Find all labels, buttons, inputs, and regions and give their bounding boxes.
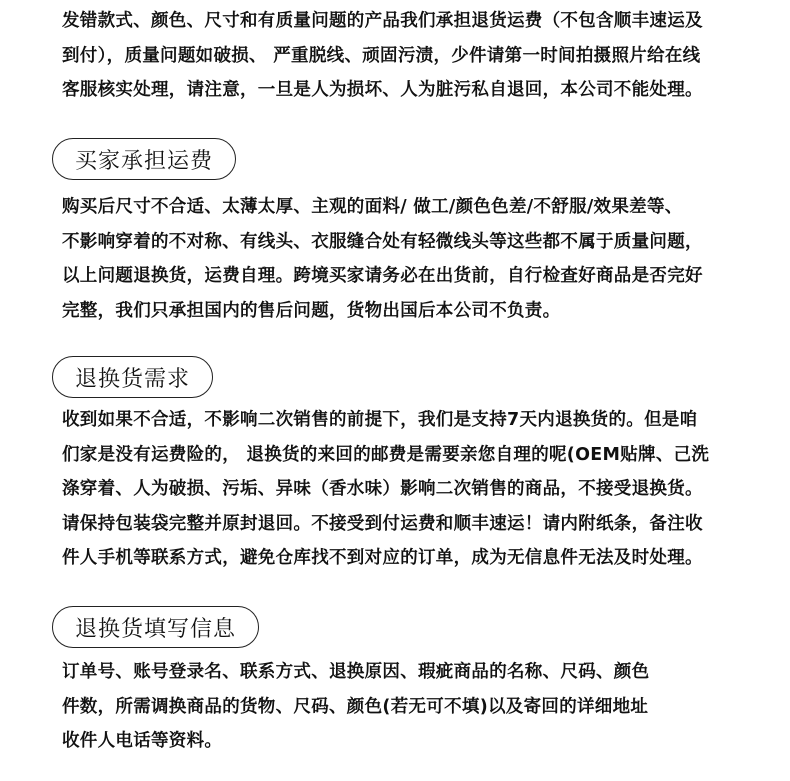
paragraph-line: 收到如果不合适，不影响二次销售的前提下，我们是支持7天内退换货的。但是咱 — [62, 410, 698, 430]
paragraph-line: 们家是没有运费险的， 退换货的来回的邮费是需要亲您自理的呢(OEM贴牌、己洗 — [62, 444, 710, 465]
paragraph-line: 订单号、账号登录名、联系方式、退换原因、瑕疵商品的名称、尺码、颜色 — [62, 662, 650, 682]
paragraph-line: 到付），质量问题如破损、 严重脱线、顽固污渍，少件请第一时间拍摄照片给在线 — [62, 45, 701, 66]
paragraph-line: 件数，所需调换商品的货物、尺码、颜色(若无可不填)以及寄回的详细地址 — [62, 696, 649, 717]
return-info-paragraph — [62, 655, 752, 759]
paragraph-line: 收件人电话等资料。 — [62, 731, 223, 751]
paragraph-line: 完整，我们只承担国内的售后问题，货物出国后本公司不负责。 — [62, 300, 561, 321]
intro-paragraph — [62, 4, 752, 108]
paragraph-line: 客服核实处理，请注意，一旦是人为损坏、人为脏污私自退回，本公司不能处理。 — [62, 80, 703, 100]
section-heading-return-info: 退换货填写信息 — [52, 606, 259, 648]
paragraph-line: 不影响穿着的不对称、有线头、衣服缝合处有轻微线头等这些都不属于质量问题， — [62, 231, 703, 252]
buyer-shipping-paragraph — [62, 190, 752, 328]
paragraph-line: 请保持包装袋完整并原封退回。不接受到付运费和顺丰速运！请内附纸条，备注收 — [62, 513, 703, 534]
paragraph-line: 件人手机等联系方式，避免仓库找不到对应的订单，成为无信息件无法及时处理。 — [62, 548, 703, 568]
paragraph-line: 涤穿着、人为破损、污垢、异味（香水味）影响二次销售的商品，不接受退换货。 — [62, 479, 703, 499]
return-requirements-paragraph — [62, 403, 752, 576]
paragraph-line: 以上问题退换货，运费自理。跨境买家请务必在出货前，自行检查好商品是否完好 — [62, 266, 703, 286]
section-heading-return-requirements: 退换货需求 — [52, 356, 213, 398]
paragraph-line: 购买后尺寸不合适、太薄太厚、主观的面料/ 做工/颜色色差/不舒服/效果差等、 — [62, 197, 683, 217]
paragraph-line: 发错款式、颜色、尺寸和有质量问题的产品我们承担退货运费（不包含顺丰速运及 — [62, 11, 703, 31]
section-heading-buyer-shipping: 买家承担运费 — [52, 138, 236, 180]
